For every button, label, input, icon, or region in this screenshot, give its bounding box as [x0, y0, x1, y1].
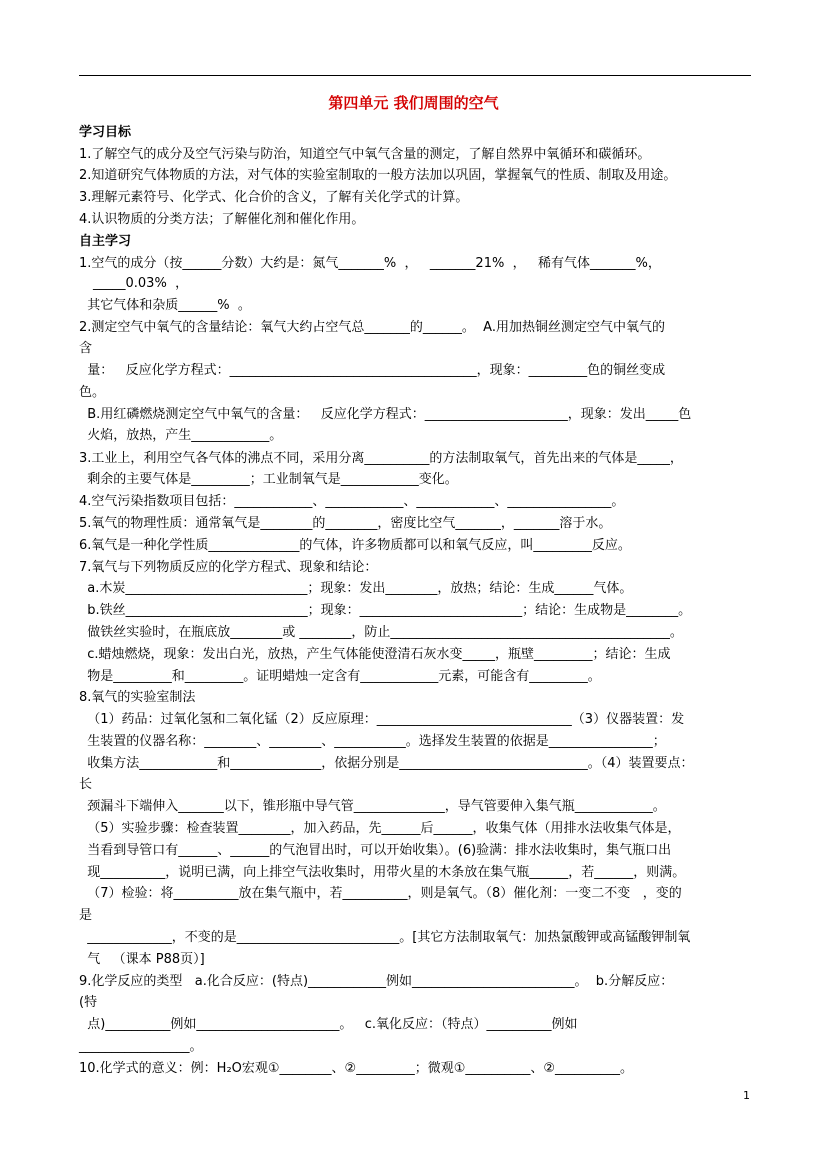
exercise-line: 火焰，放热，产生____________。	[79, 428, 283, 443]
goal-line: 4.认识物质的分类方法；了解催化剂和催化作用。	[79, 212, 365, 227]
exercise-line: _____________，不变的是_________________________。[其它方法制取氧气：加热氯酸钾或高锰酸钾制氧	[79, 930, 691, 945]
exercise-line: 长	[79, 777, 93, 792]
section-heading-self-study: 自主学习	[79, 234, 132, 249]
goal-line: 1.了解空气的成分及空气污染与防治，知道空气中氧气含量的测定，了解自然界中氧循环和碳循环。	[79, 147, 651, 162]
exercise-line: （1）药品：过氧化氢和二氧化锰（2）反应原理：______________________________（3）仪器装置：发	[79, 712, 685, 727]
exercise-line: （5）实验步骤：检查装置________，加入药品，先______后______，收集气体（用排水法收集气体是，	[79, 821, 681, 836]
exercise-line: b.铁丝____________________________；现象：_________________________；结论：生成物是________。	[79, 603, 692, 618]
exercise-line: 7.氧气与下列物质反应的化学方程式、现象和结论：	[79, 560, 378, 575]
exercise-line: 剩余的主要气体是_________；工业制氧气是____________变化。	[79, 472, 458, 487]
exercise-line: 物是_________和_________。证明蜡烛一定含有____________元素，可能含有_________。	[79, 669, 601, 684]
exercise-line: 收集方法____________和______________，依据分别是_____________________________。（4）装置要点：	[79, 756, 694, 771]
exercise-line: （7）检验：将__________放在集气瓶中，若__________，则是氧气。（8）催化剂：一变二不变 ，变的	[79, 886, 682, 901]
exercise-line: B.用红磷燃烧测定空气中氧气的含量： 反应化学方程式：______________________，现象：发出_____色	[79, 407, 692, 422]
section-heading-goals: 学习目标	[79, 125, 132, 140]
exercise-line: 5.氧气的物理性质：通常氧气是________的________，密度比空气_______，_______溶于水。	[79, 516, 612, 531]
exercise-line: 当看到导管口有______、______的气泡冒出时，可以开始收集）。(6)验满：排水法收集时，集气瓶口出	[79, 843, 672, 858]
header-rule	[79, 75, 751, 76]
exercise-line: 色。	[79, 385, 106, 400]
exercise-line: 其它气体和杂质______% 。	[79, 298, 251, 313]
exercise-line: 做铁丝实验时，在瓶底放________或 ________，防止___________________________________________。	[79, 625, 683, 640]
exercise-line: 含	[79, 341, 93, 356]
exercise-line: _____0.03% ，	[93, 276, 189, 291]
exercise-line: 是	[79, 908, 93, 923]
exercise-line: 2.测定空气中氧气的含量结论：氧气大约占空气总_______的______。 A.用加热铜丝测定空气中氧气的	[79, 320, 665, 335]
exercise-line: c.蜡烛燃烧，现象：发出白光，放热，产生气体能使澄清石灰水变_____，瓶壁_________；结论：生成	[79, 647, 671, 662]
exercise-line: 10.化学式的意义：例：H₂O宏观①________、②_________；微观①__________、②__________。	[79, 1061, 634, 1076]
exercise-line: 1.空气的成分（按______分数）大约是：氮气_______% ， _______21% ， 稀有气体_______%，	[79, 256, 661, 271]
page-number: 1	[743, 1089, 750, 1102]
goal-line: 2.知道研究气体物质的方法，对气体的实验室制取的一般方法加以巩固，掌握氧气的性质、制取及用途。	[79, 168, 677, 183]
exercise-line: 6.氧气是一种化学性质______________的气体，许多物质都可以和氧气反应，叫_________反应。	[79, 538, 631, 553]
exercise-line: 4.空气污染指数项目包括：____________、____________、____________、________________。	[79, 494, 625, 509]
exercise-line: 颈漏斗下端伸入_______以下，锥形瓶中导气管______________，导气管要伸入集气瓶____________。	[79, 799, 666, 814]
exercise-line: 8.氧气的实验室制法	[79, 690, 196, 705]
exercise-line: 3.工业上，利用空气各气体的沸点不同，采用分离__________的方法制取氧气，首先出来的气体是_____，	[79, 451, 683, 466]
exercise-line: a.木炭____________________________；现象：发出________，放热；结论：生成______气体。	[79, 581, 633, 596]
exercise-line: 气 （课本 P88页）]	[79, 952, 205, 967]
exercise-line: 量： 反应化学方程式：______________________________________，现象：_________色的铜丝变成	[79, 363, 666, 378]
exercise-line: 点)__________例如______________________。 c.氧化反应：（特点）__________例如	[79, 1017, 578, 1032]
exercise-line: (特	[79, 995, 98, 1010]
exercise-line: 现__________，说明已满，向上排空气法收集时，用带火星的木条放在集气瓶______，若______，则满。	[79, 865, 686, 880]
exercise-line: 9.化学反应的类型 a.化合反应：(特点)____________例如_________________________。 b.分解反应：	[79, 974, 674, 989]
exercise-line: 生装置的仪器名称：________、________、___________。选择发生装置的依据是________________；	[79, 734, 666, 749]
page-title: 第四单元 我们周围的空气	[328, 94, 499, 112]
exercise-line: _________________。	[79, 1039, 203, 1054]
goal-line: 3.理解元素符号、化学式、化合价的含义，了解有关化学式的计算。	[79, 190, 469, 205]
